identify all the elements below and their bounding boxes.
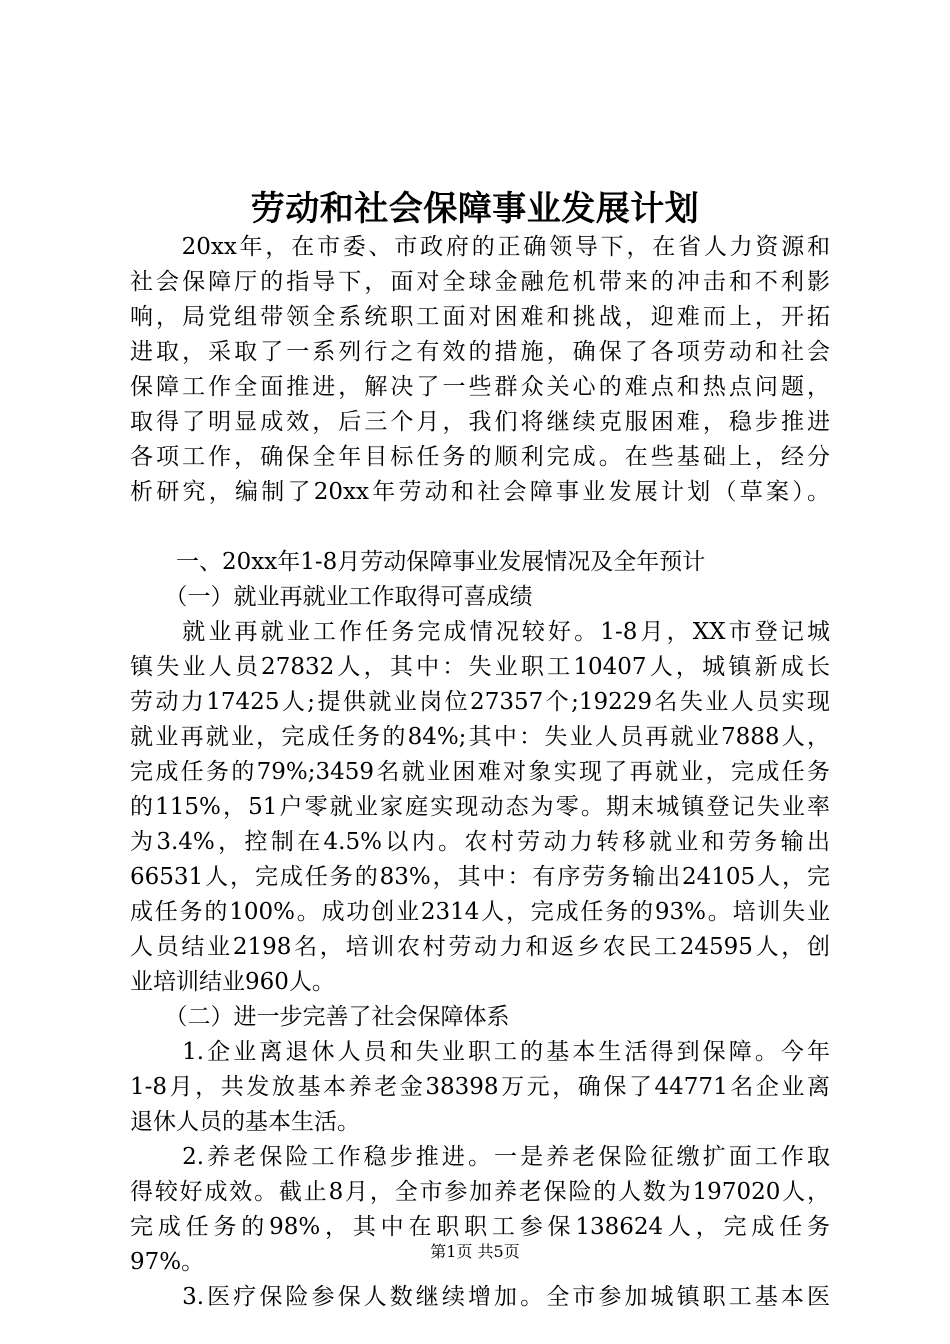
text-line: 97%。 — [130, 1249, 205, 1275]
subsection-heading: （一）就业再就业工作取得可喜成绩 — [130, 584, 533, 610]
document-title: 劳动和社会保障事业发展计划 — [250, 189, 700, 229]
text-line: 保障工作全面推进，解决了一些群众关心的难点和热点问题， — [130, 374, 830, 400]
blank-line — [130, 510, 830, 545]
page-footer: 第1页 共5页 — [430, 1242, 520, 1261]
text-line: 20xx年，在市委、市政府的正确领导下，在省人力资源和 — [130, 234, 830, 260]
text-line: 各项工作，确保全年目标任务的顺利完成。在些基础上，经分 — [130, 444, 830, 470]
text-line: 3.医疗保险参保人数继续增加。全市参加城镇职工基本医 — [130, 1284, 830, 1310]
text-line: 66531人，完成任务的83%，其中：有序劳务输出24105人，完 — [130, 864, 830, 890]
text-line: 的115%，51户零就业家庭实现动态为零。期末城镇登记失业率 — [130, 794, 830, 820]
text-line: 社会保障厅的指导下，面对全球金融危机带来的冲击和不利影 — [130, 269, 830, 295]
text-line: 为3.4%，控制在4.5%以内。农村劳动力转移就业和劳务输出 — [130, 829, 830, 855]
text-line: 人员结业2198名，培训农村劳动力和返乡农民工24595人，创 — [130, 934, 830, 960]
text-line: 劳动力17425人;提供就业岗位27357个;19229名失业人员实现 — [130, 689, 830, 715]
text-line: 完成任务的98%，其中在职职工参保138624人，完成任务 — [130, 1214, 830, 1240]
text-line: 1.企业离退休人员和失业职工的基本生活得到保障。今年 — [130, 1039, 830, 1065]
text-line: 成任务的100%。成功创业2314人，完成任务的93%。培训失业 — [130, 899, 830, 925]
subsection-heading: （二）进一步完善了社会保障体系 — [130, 1004, 510, 1030]
text-line: 退休人员的基本生活。 — [130, 1109, 360, 1135]
text-line: 进取，采取了一系列行之有效的措施，确保了各项劳动和社会 — [130, 339, 830, 365]
text-line: 镇失业人员27832人，其中：失业职工10407人，城镇新成长 — [130, 654, 830, 680]
text-line: 取得了明显成效，后三个月，我们将继续克服困难，稳步推进 — [130, 409, 830, 435]
text-line: 就业再就业工作任务完成情况较好。1-8月，XX市登记城 — [130, 619, 830, 645]
text-line: 完成任务的79%;3459名就业困难对象实现了再就业，完成任务 — [130, 759, 830, 785]
text-line: 得较好成效。截止8月，全市参加养老保险的人数为197020人， — [130, 1179, 830, 1205]
text-line: 就业再就业，完成任务的84%;其中：失业人员再就业7888人， — [130, 724, 830, 750]
document-body — [130, 230, 830, 1315]
text-line: 2.养老保险工作稳步推进。一是养老保险征缴扩面工作取 — [130, 1144, 830, 1170]
text-line: 响，局党组带领全系统职工面对困难和挑战，迎难而上，开拓 — [130, 304, 830, 330]
text-line: 业培训结业960人。 — [130, 969, 335, 995]
section-heading: 一、20xx年1-8月劳动保障事业发展情况及全年预计 — [130, 549, 706, 575]
text-line: 析研究，编制了20xx年劳动和社会障事业发展计划（草案）。 — [130, 479, 830, 505]
text-line: 1-8月，共发放基本养老金38398万元，确保了44771名企业离 — [130, 1074, 830, 1100]
